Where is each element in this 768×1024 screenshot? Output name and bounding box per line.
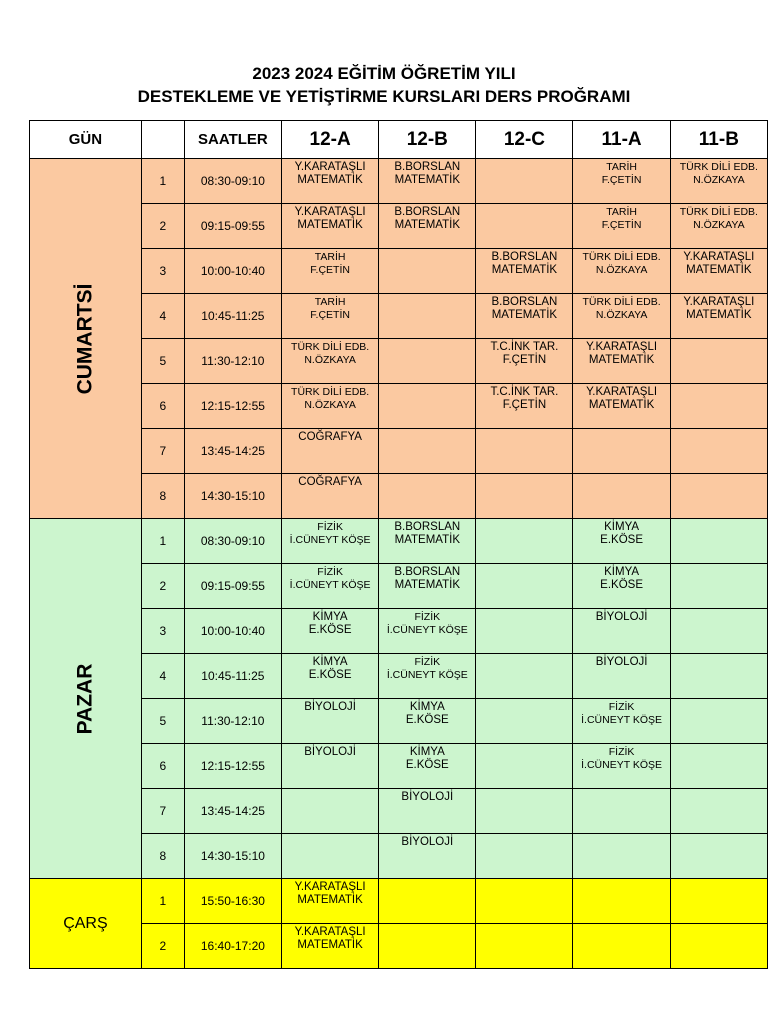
class-cell-12a (282, 294, 379, 339)
teacher-name: N.ÖZKAYA (304, 399, 356, 411)
class-cell-12b (379, 159, 476, 204)
lesson-number: 6 (141, 384, 184, 429)
course-name: Y.KARATAŞLI (683, 296, 755, 308)
class-cell-11a (573, 474, 670, 519)
teacher-name: İ.CÜNEYT KÖŞE (581, 714, 663, 726)
course-name: COĞRAFYA (298, 476, 362, 488)
document-title-line1: 2023 2024 EĞİTİM ÖĞRETİM YILI (252, 64, 516, 83)
course-name: TÜRK DİLİ EDB. (582, 296, 661, 308)
class-cell-11a (573, 924, 670, 969)
class-cell-11b (670, 474, 767, 519)
class-cell-12a (282, 429, 379, 474)
lesson-number: 1 (141, 879, 184, 924)
class-cell-12a (282, 339, 379, 384)
teacher-name: MATEMATİK (297, 174, 363, 186)
teacher-name: F.ÇETİN (310, 264, 350, 276)
day-cell-saturday (30, 159, 142, 519)
class-cell-12c (476, 654, 573, 699)
day-cell-sunday (30, 519, 142, 879)
class-cell-12c (476, 924, 573, 969)
day-label: CUMARTSİ (73, 283, 97, 394)
class-cell-11a (573, 744, 670, 789)
col-header-12c: 12-C (476, 121, 573, 159)
lesson-time: 11:30-12:10 (184, 339, 281, 384)
teacher-name: MATEMATİK (394, 579, 460, 591)
lesson-number: 3 (141, 249, 184, 294)
lesson-time: 10:00-10:40 (184, 249, 281, 294)
course-name: Y.KARATAŞLI (586, 341, 658, 353)
day-label: PAZAR (73, 663, 97, 734)
class-cell-11a (573, 564, 670, 609)
class-cell-12c (476, 294, 573, 339)
class-cell-11b (670, 699, 767, 744)
class-cell-11a (573, 834, 670, 879)
lesson-number: 8 (141, 834, 184, 879)
course-name: FİZİK (414, 656, 441, 668)
class-cell-12b (379, 744, 476, 789)
course-name: Y.KARATAŞLI (294, 206, 366, 218)
teacher-name: MATEMATİK (588, 354, 655, 366)
course-name: TARİH (606, 161, 637, 173)
course-name: COĞRAFYA (298, 431, 362, 443)
teacher-name: İ.CÜNEYT KÖŞE (581, 759, 663, 771)
teacher-name: N.ÖZKAYA (693, 219, 745, 231)
document-title-line2: DESTEKLEME VE YETİŞTİRME KURSLARI DERS PROĞRAMI (137, 87, 631, 106)
teacher-name: N.ÖZKAYA (595, 264, 648, 276)
class-cell-12b (379, 384, 476, 429)
course-name: B.BORSLAN (491, 251, 558, 263)
class-cell-12b (379, 204, 476, 249)
lesson-time: 11:30-12:10 (184, 699, 281, 744)
class-cell-12b (379, 249, 476, 294)
class-cell-12b (379, 294, 476, 339)
table-row (30, 159, 768, 204)
class-cell-11a (573, 294, 670, 339)
course-name: Y.KARATAŞLI (294, 926, 366, 938)
class-cell-12c (476, 789, 573, 834)
course-name: TÜRK DİLİ EDB. (291, 386, 370, 398)
class-cell-12b (379, 429, 476, 474)
class-cell-12c (476, 384, 573, 429)
lesson-time: 09:15-09:55 (184, 204, 281, 249)
lesson-time: 08:30-09:10 (184, 159, 281, 204)
teacher-name: N.ÖZKAYA (693, 174, 745, 186)
table-row (30, 879, 768, 924)
lesson-time: 10:45-11:25 (184, 294, 281, 339)
course-name: B.BORSLAN (394, 206, 461, 218)
class-cell-11a (573, 384, 670, 429)
class-cell-12a (282, 384, 379, 429)
course-name: KİMYA (409, 701, 445, 713)
class-cell-11a (573, 879, 670, 924)
course-name: Y.KARATAŞLI (294, 881, 366, 893)
lesson-time: 10:00-10:40 (184, 609, 281, 654)
course-name: BİYOLOJİ (304, 701, 357, 713)
day-cell-wednesday (30, 879, 142, 969)
teacher-name: İ.CÜNEYT KÖŞE (386, 624, 468, 636)
class-cell-11a (573, 159, 670, 204)
lesson-number: 7 (141, 789, 184, 834)
col-header-12b: 12-B (379, 121, 476, 159)
lesson-time: 13:45-14:25 (184, 789, 281, 834)
class-cell-12c (476, 609, 573, 654)
class-cell-12b (379, 564, 476, 609)
teacher-name: F.ÇETİN (601, 219, 642, 231)
day-label: ÇARŞ (63, 914, 108, 932)
lesson-time: 15:50-16:30 (184, 879, 281, 924)
teacher-name: MATEMATİK (297, 939, 363, 951)
class-cell-11b (670, 294, 767, 339)
class-cell-12b (379, 924, 476, 969)
course-name: TÜRK DİLİ EDB. (291, 341, 370, 353)
course-name: FİZİK (414, 611, 441, 623)
class-cell-11a (573, 519, 670, 564)
course-name: TÜRK DİLİ EDB. (679, 161, 758, 173)
lesson-number: 1 (141, 519, 184, 564)
course-name: Y.KARATAŞLI (586, 386, 658, 398)
course-name: B.BORSLAN (491, 296, 558, 308)
class-cell-11b (670, 384, 767, 429)
teacher-name: E.KÖSE (308, 624, 352, 636)
lesson-number: 3 (141, 609, 184, 654)
course-name: TARİH (606, 206, 637, 218)
lesson-number: 2 (141, 564, 184, 609)
class-cell-11a (573, 249, 670, 294)
schedule-table (29, 120, 768, 969)
course-name: B.BORSLAN (394, 566, 461, 578)
teacher-name: E.KÖSE (600, 534, 643, 546)
class-cell-11a (573, 654, 670, 699)
teacher-name: F.ÇETİN (502, 399, 547, 411)
teacher-name: E.KÖSE (405, 759, 449, 771)
class-cell-11b (670, 519, 767, 564)
teacher-name: F.ÇETİN (310, 309, 350, 321)
course-name: BİYOLOJİ (595, 611, 648, 623)
class-cell-12a (282, 879, 379, 924)
class-cell-12a (282, 744, 379, 789)
class-cell-12a (282, 609, 379, 654)
lesson-number: 5 (141, 339, 184, 384)
teacher-name: MATEMATİK (686, 264, 752, 276)
lesson-time: 09:15-09:55 (184, 564, 281, 609)
class-cell-12a (282, 654, 379, 699)
class-cell-11b (670, 249, 767, 294)
class-cell-11b (670, 654, 767, 699)
lesson-number: 7 (141, 429, 184, 474)
lesson-number: 6 (141, 744, 184, 789)
col-header-time: SAATLER (184, 121, 281, 159)
teacher-name: F.ÇETİN (502, 354, 547, 366)
class-cell-11b (670, 834, 767, 879)
course-name: Y.KARATAŞLI (294, 161, 366, 173)
lesson-time: 13:45-14:25 (184, 429, 281, 474)
col-header-day: GÜN (30, 121, 142, 159)
course-name: TÜRK DİLİ EDB. (679, 206, 758, 218)
teacher-name: E.KÖSE (308, 669, 352, 681)
teacher-name: E.KÖSE (405, 714, 449, 726)
course-name: FİZİK (317, 521, 343, 533)
class-cell-11b (670, 204, 767, 249)
teacher-name: İ.CÜNEYT KÖŞE (289, 534, 371, 546)
class-cell-11a (573, 609, 670, 654)
class-cell-11a (573, 339, 670, 384)
table-row (30, 519, 768, 564)
lesson-time: 08:30-09:10 (184, 519, 281, 564)
course-name: TÜRK DİLİ EDB. (582, 251, 661, 263)
course-name: KİMYA (604, 521, 640, 533)
class-cell-11b (670, 744, 767, 789)
class-cell-11b (670, 159, 767, 204)
class-cell-12a (282, 249, 379, 294)
lesson-time: 16:40-17:20 (184, 924, 281, 969)
teacher-name: MATEMATİK (394, 174, 460, 186)
class-cell-11b (670, 609, 767, 654)
course-name: B.BORSLAN (394, 161, 461, 173)
class-cell-12c (476, 159, 573, 204)
class-cell-12a (282, 699, 379, 744)
teacher-name: F.ÇETİN (601, 174, 642, 186)
class-cell-12b (379, 879, 476, 924)
class-cell-12a (282, 474, 379, 519)
class-cell-12b (379, 834, 476, 879)
course-name: T.C.İNK TAR. (490, 341, 559, 353)
class-cell-11b (670, 924, 767, 969)
class-cell-11b (670, 429, 767, 474)
teacher-name: MATEMATİK (686, 309, 752, 321)
lesson-time: 14:30-15:10 (184, 834, 281, 879)
course-name: BİYOLOJİ (401, 836, 454, 848)
teacher-name: MATEMATİK (394, 219, 460, 231)
course-name: KİMYA (409, 746, 445, 758)
lesson-time: 14:30-15:10 (184, 474, 281, 519)
course-name: T.C.İNK TAR. (490, 386, 559, 398)
class-cell-12b (379, 519, 476, 564)
teacher-name: MATEMATİK (297, 894, 363, 906)
class-cell-12a (282, 159, 379, 204)
course-name: TARİH (314, 296, 346, 308)
lesson-number: 2 (141, 204, 184, 249)
lesson-time: 12:15-12:55 (184, 384, 281, 429)
class-cell-11b (670, 789, 767, 834)
course-name: KİMYA (312, 611, 348, 623)
teacher-name: İ.CÜNEYT KÖŞE (386, 669, 468, 681)
lesson-time: 12:15-12:55 (184, 744, 281, 789)
class-cell-12b (379, 654, 476, 699)
course-name: FİZİK (317, 566, 343, 578)
class-cell-12a (282, 564, 379, 609)
class-cell-12a (282, 924, 379, 969)
teacher-name: N.ÖZKAYA (304, 354, 356, 366)
course-name: BİYOLOJİ (595, 656, 648, 668)
class-cell-12c (476, 879, 573, 924)
class-cell-12a (282, 519, 379, 564)
course-name: Y.KARATAŞLI (683, 251, 755, 263)
class-cell-12b (379, 699, 476, 744)
teacher-name: MATEMATİK (297, 219, 363, 231)
class-cell-12c (476, 699, 573, 744)
course-name: B.BORSLAN (394, 521, 461, 533)
lesson-number: 4 (141, 294, 184, 339)
teacher-name: E.KÖSE (600, 579, 643, 591)
class-cell-11a (573, 699, 670, 744)
class-cell-12c (476, 429, 573, 474)
class-cell-12c (476, 564, 573, 609)
header-row (30, 121, 768, 159)
class-cell-12c (476, 519, 573, 564)
lesson-number: 4 (141, 654, 184, 699)
class-cell-11b (670, 564, 767, 609)
class-cell-12a (282, 834, 379, 879)
lesson-number: 8 (141, 474, 184, 519)
class-cell-12c (476, 204, 573, 249)
col-header-num (141, 121, 184, 159)
class-cell-12a (282, 789, 379, 834)
col-header-12a: 12-A (282, 121, 379, 159)
class-cell-11b (670, 879, 767, 924)
class-cell-11a (573, 429, 670, 474)
col-header-11b: 11-B (670, 121, 767, 159)
lesson-time: 10:45-11:25 (184, 654, 281, 699)
class-cell-11a (573, 789, 670, 834)
course-name: KİMYA (312, 656, 348, 668)
course-name: TARİH (314, 251, 346, 263)
course-name: FİZİK (608, 746, 635, 758)
lesson-number: 5 (141, 699, 184, 744)
class-cell-12b (379, 474, 476, 519)
class-cell-11b (670, 339, 767, 384)
teacher-name: İ.CÜNEYT KÖŞE (289, 579, 371, 591)
course-name: KİMYA (604, 566, 640, 578)
teacher-name: N.ÖZKAYA (595, 309, 648, 321)
class-cell-12c (476, 744, 573, 789)
course-name: BİYOLOJİ (304, 746, 357, 758)
col-header-11a: 11-A (573, 121, 670, 159)
lesson-number: 1 (141, 159, 184, 204)
class-cell-11a (573, 204, 670, 249)
class-cell-12c (476, 339, 573, 384)
class-cell-12b (379, 789, 476, 834)
course-name: BİYOLOJİ (401, 791, 454, 803)
teacher-name: MATEMATİK (491, 264, 558, 276)
class-cell-12b (379, 609, 476, 654)
class-cell-12c (476, 474, 573, 519)
class-cell-12c (476, 834, 573, 879)
class-cell-12a (282, 204, 379, 249)
teacher-name: MATEMATİK (491, 309, 558, 321)
lesson-number: 2 (141, 924, 184, 969)
teacher-name: MATEMATİK (588, 399, 655, 411)
teacher-name: MATEMATİK (394, 534, 460, 546)
class-cell-12b (379, 339, 476, 384)
course-name: FİZİK (608, 701, 635, 713)
class-cell-12c (476, 249, 573, 294)
